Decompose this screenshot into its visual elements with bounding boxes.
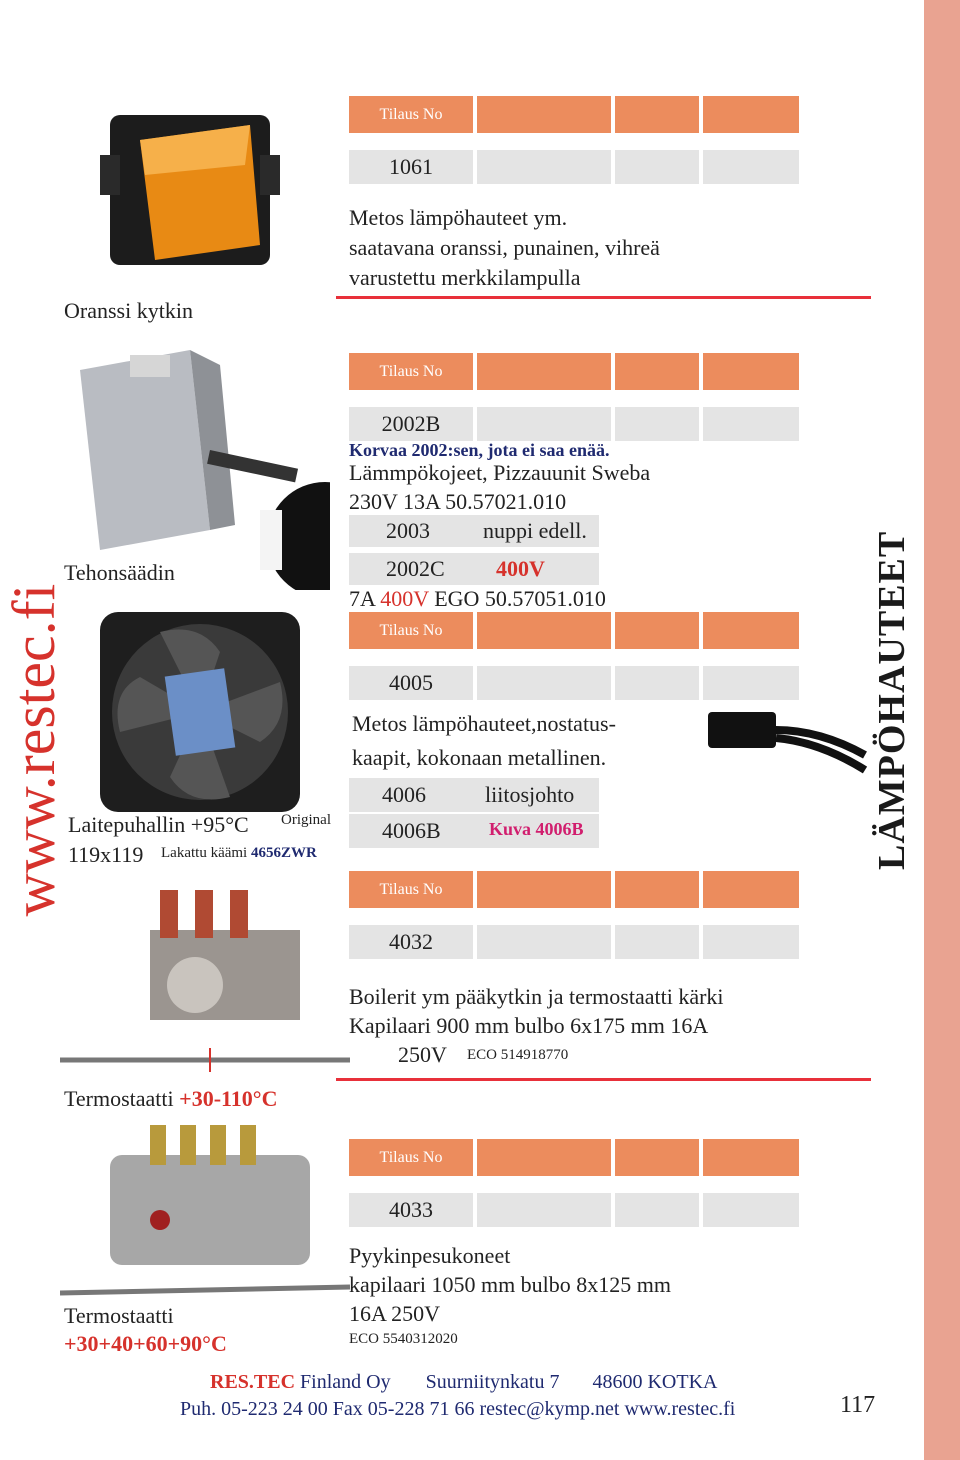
thermostat-1-image: [60, 870, 360, 1085]
order-label: Tilaus No: [349, 1139, 473, 1176]
order-number: 4033: [349, 1193, 473, 1227]
line-b: EGO 50.57051.010: [428, 586, 606, 611]
order-number-row-4: [349, 925, 799, 959]
power-regulator-image: [60, 330, 330, 590]
order-label: Tilaus No: [349, 871, 473, 908]
picture-text: Kuva 4006B: [489, 819, 584, 839]
company-rest: Finland Oy: [295, 1371, 391, 1393]
thermo2-desc-2: kapilaari 1050 mm bulbo 8x125 mm: [349, 1272, 672, 1297]
fan-original: Original: [281, 812, 331, 828]
order-header-3: [349, 612, 799, 649]
switch-desc-2: saatavana oranssi, punainen, vihreä: [349, 235, 660, 260]
thermo1-eco: ECO 514918770: [467, 1047, 569, 1063]
company-tec: TEC: [253, 1371, 296, 1393]
thermo1-desc-3: 250V: [398, 1042, 447, 1067]
thermostat-2-image: [60, 1115, 360, 1315]
side-title: LÄMPÖHAUTEET: [871, 530, 913, 870]
fan-image: [100, 612, 300, 812]
footer-address: [210, 1367, 717, 1397]
footer-contact[interactable]: Puh. 05-223 24 00 Fax 05-228 71 66 restec@kymp.net www.restec.fi: [180, 1398, 736, 1420]
fan-caption-2: 119x119: [68, 842, 144, 867]
regulator-note: Korvaa 2002:sen, jota ei saa enää.: [349, 440, 610, 460]
order-number: 4005: [349, 666, 473, 700]
alt2-voltage: 400V: [496, 556, 545, 581]
line-voltage: 400V: [380, 586, 429, 611]
thermo2-caption-2: +30+40+60+90°C: [64, 1331, 227, 1356]
regulator-desc-1: Lämmpökojeet, Pizzauunit Sweba: [349, 460, 651, 485]
side-bar: [924, 0, 960, 1460]
thermo1-caption: [64, 1086, 278, 1112]
alt-text: nuppi edell.: [483, 518, 587, 543]
thermo2-eco: ECO 5540312020: [349, 1331, 458, 1347]
website-url[interactable]: www.restec.fi: [1, 583, 67, 917]
order-number-row-5: [349, 1193, 799, 1227]
thermo1-desc-1: Boilerit ym pääkytkin ja termostaatti kärki: [349, 984, 724, 1009]
divider: [336, 1078, 871, 1081]
alt-number: 2003: [386, 518, 430, 543]
order-number-row-1: [349, 150, 799, 184]
footer-street: Suurniitynkatu 7: [425, 1371, 560, 1393]
order-number-row-2: [349, 407, 799, 441]
order-label: Tilaus No: [349, 612, 473, 649]
thermo2-caption-1: Termostaatti: [64, 1303, 174, 1328]
caption-switch: Oranssi kytkin: [64, 298, 193, 323]
order-label: Tilaus No: [349, 96, 473, 133]
thermo2-desc-1: Pyykinpesukoneet: [349, 1243, 511, 1268]
order-number-row-3: [349, 666, 799, 700]
page-number: 117: [840, 1392, 876, 1418]
order-header-1: [349, 96, 799, 133]
order-number: 2002B: [349, 407, 473, 441]
regulator-line: [349, 584, 606, 614]
order-number: 1061: [349, 150, 473, 184]
line-a: 7A: [349, 586, 381, 611]
thermo1-desc-2: Kapilaari 900 mm bulbo 6x175 mm 16A: [349, 1013, 709, 1038]
thermo2-desc-3: 16A 250V: [349, 1301, 441, 1326]
order-header-2: [349, 353, 799, 390]
switch-desc-3: varustettu merkkilampulla: [349, 265, 581, 290]
order-number: 4032: [349, 925, 473, 959]
alt2-number: 2002C: [386, 556, 445, 581]
caption-regulator: Tehonsäädin: [64, 560, 175, 585]
orange-switch-image: [100, 95, 280, 280]
switch-desc-1: Metos lämpöhauteet ym.: [349, 205, 568, 230]
thermo1-label: Termostaatti: [64, 1086, 180, 1111]
cable-number: 4006: [382, 782, 426, 807]
divider: [336, 296, 871, 299]
thermo1-range: +30-110°C: [179, 1086, 278, 1111]
footer-city: 48600 KOTKA: [592, 1371, 718, 1393]
connector-cable-image: [700, 700, 870, 780]
order-header-4: [349, 871, 799, 908]
regulator-desc-2: 230V 13A 50.57021.010: [349, 489, 567, 514]
fan-caption-3: [161, 845, 317, 862]
fan-desc-1: Metos lämpöhauteet,nostatus-: [352, 711, 616, 736]
fan-desc-2: kaapit, kokonaan metallinen.: [352, 745, 607, 770]
order-label: Tilaus No: [349, 353, 473, 390]
cable-text: liitosjohto: [485, 782, 575, 807]
fan-code: 4656ZWR: [250, 845, 317, 861]
company-res: RES.: [210, 1371, 254, 1393]
fan-caption-1: Laitepuhallin +95°C: [68, 812, 249, 837]
picture-number: 4006B: [382, 818, 441, 843]
fan-coating: Lakattu käämi: [161, 845, 248, 861]
order-header-5: [349, 1139, 799, 1176]
